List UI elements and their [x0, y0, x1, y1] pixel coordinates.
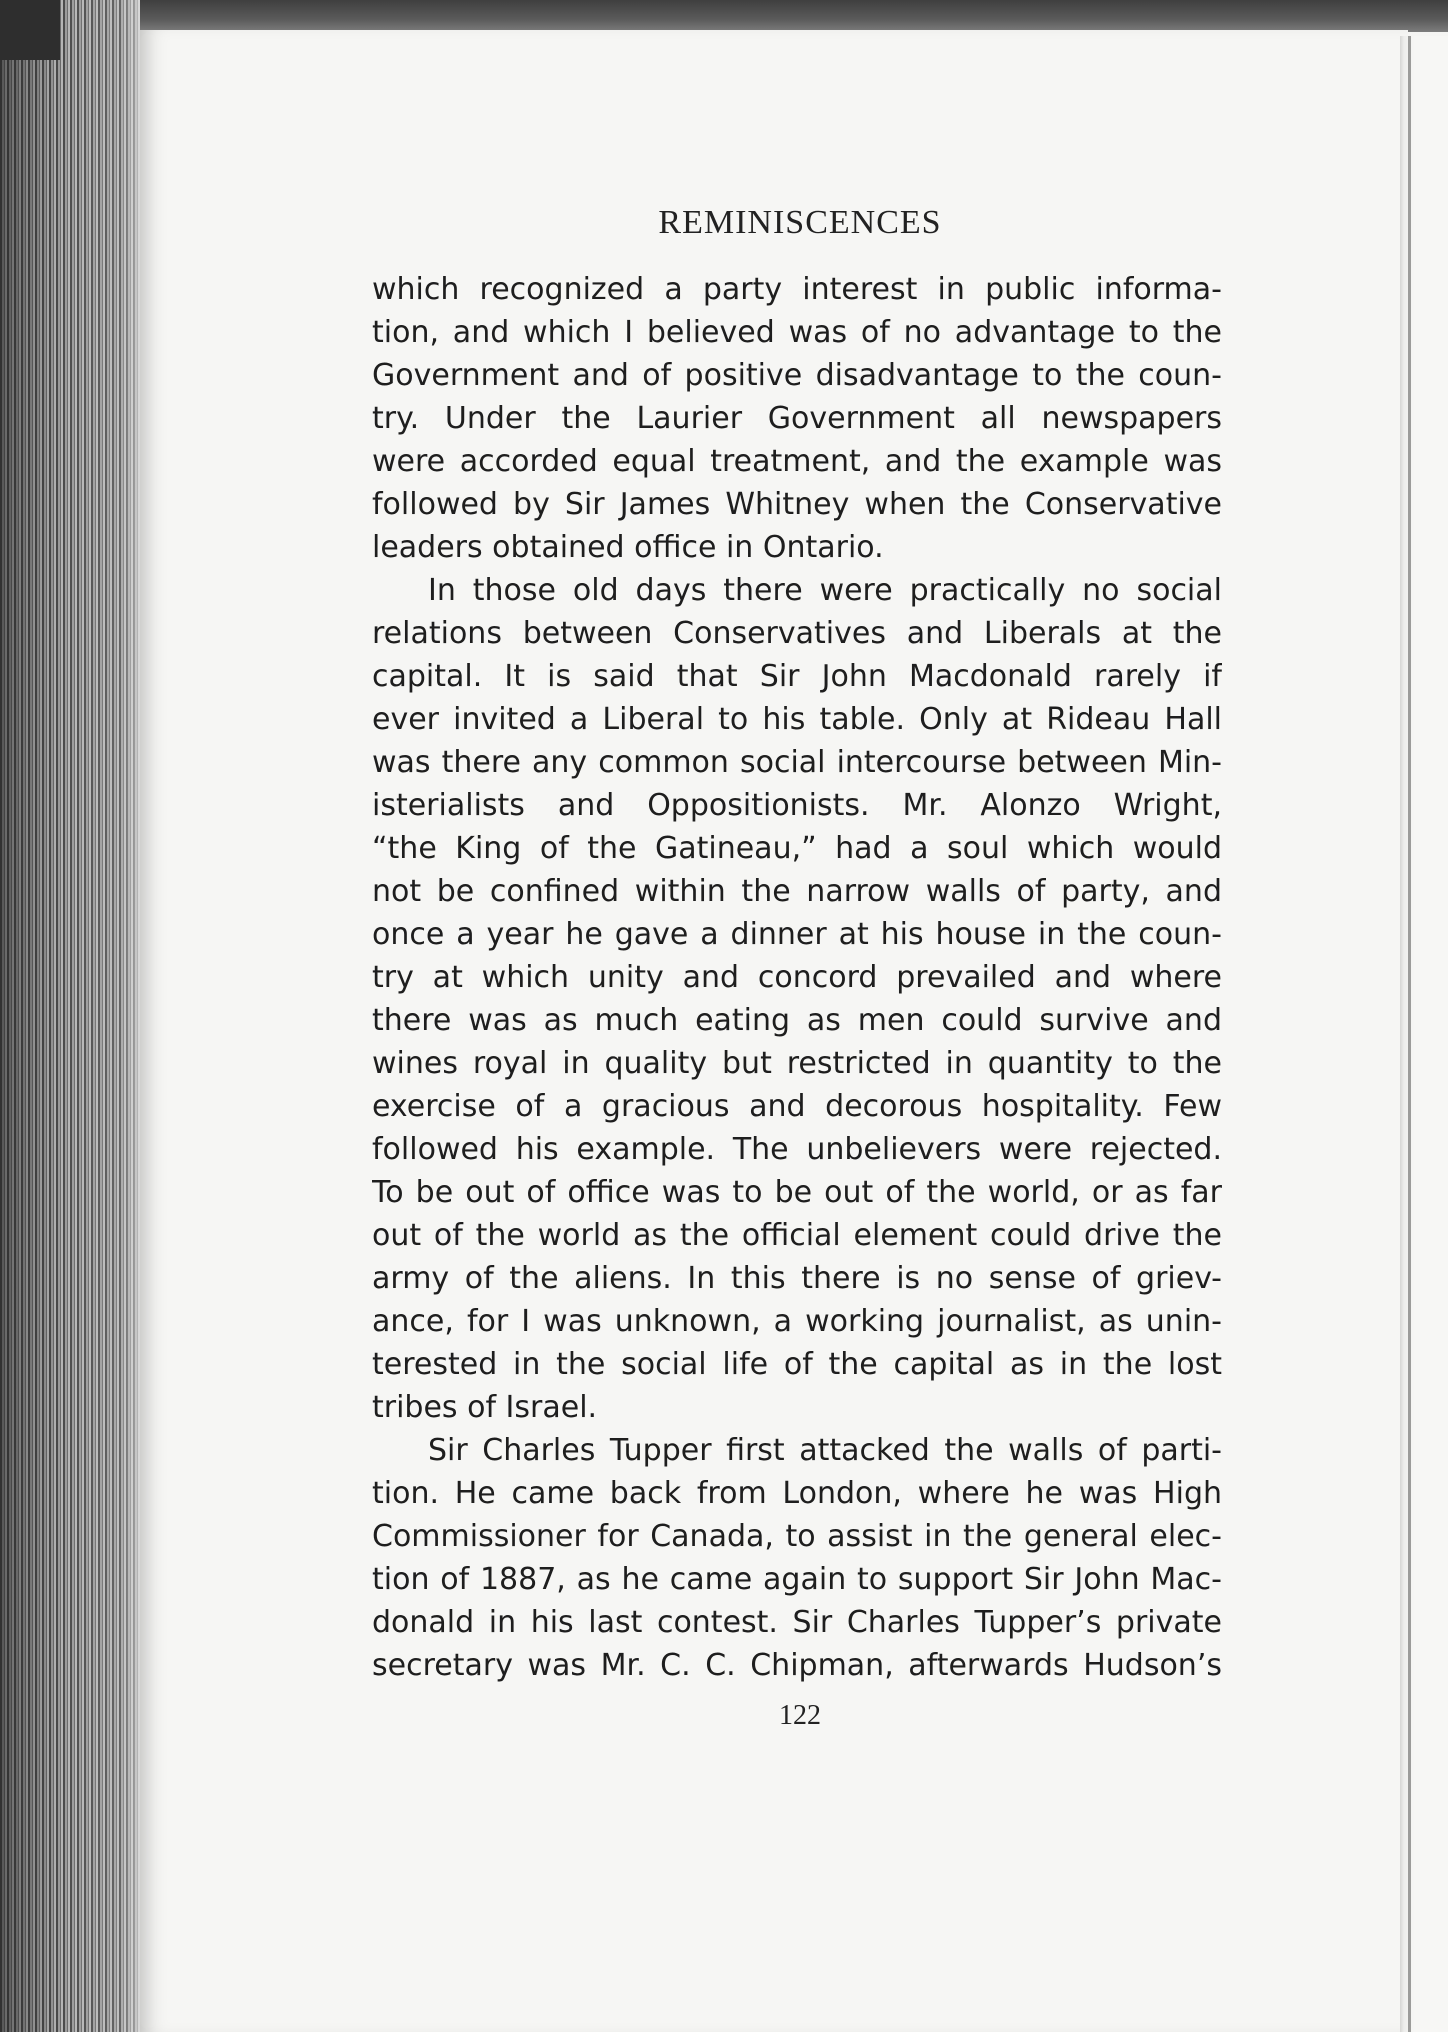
book-page-edges [0, 0, 140, 2032]
text-line: try at which unity and concord prevailed and where [372, 960, 1222, 995]
paragraph [372, 268, 1222, 569]
text-line: were accorded equal treatment, and the example was [372, 444, 1222, 479]
text-line: Commissioner for Canada, to assist in the general elec- [372, 1519, 1222, 1554]
page-number: 122 [779, 1700, 821, 1731]
text-line: Government and of positive disadvantage to the coun- [372, 358, 1222, 393]
text-line: wines royal in quality but restricted in quantity to the [372, 1046, 1222, 1081]
book-corner-shadow [0, 0, 60, 60]
paragraph [372, 569, 1222, 1429]
text-line: followed by Sir James Whitney when the Conservative [372, 487, 1222, 522]
text-line: exercise of a gracious and decorous hospitality. Few [372, 1089, 1222, 1124]
text-line: secretary was Mr. C. C. Chipman, afterwards Hudson’s [372, 1648, 1222, 1683]
body-text [372, 268, 1222, 1687]
text-line: out of the world as the official element could drive the [372, 1218, 1222, 1253]
text-line: which recognized a party interest in public informa- [372, 272, 1222, 307]
text-line: once a year he gave a dinner at his house in the coun- [372, 917, 1222, 952]
text-line: isterialists and Oppositionists. Mr. Alonzo Wright, [372, 788, 1222, 823]
text-line: army of the aliens. In this there is no sense of griev- [372, 1261, 1222, 1296]
text-line: tion of 1887, as he came again to support Sir John Mac- [372, 1562, 1222, 1597]
text-line: tribes of Israel. [372, 1390, 598, 1425]
text-line: followed his example. The unbelievers were rejected. [372, 1132, 1222, 1167]
text-line: was there any common social intercourse between Min- [372, 745, 1222, 780]
text-line: ance, for I was unknown, a working journalist, as unin- [372, 1304, 1222, 1339]
text-line: not be confined within the narrow walls of party, and [372, 874, 1222, 909]
text-line: “the King of the Gatineau,” had a soul which would [372, 831, 1222, 866]
text-line: To be out of office was to be out of the world, or as far [372, 1175, 1222, 1210]
text-line: tion. He came back from London, where he was High [372, 1476, 1222, 1511]
text-line: relations between Conservatives and Liberals at the [372, 616, 1222, 651]
text-line: donald in his last contest. Sir Charles Tupper’s private [372, 1605, 1222, 1640]
text-line: Sir Charles Tupper first attacked the walls of parti- [428, 1433, 1222, 1468]
text-line: terested in the social life of the capital as in the lost [372, 1347, 1222, 1382]
text-line: ever invited a Liberal to his table. Only at Rideau Hall [372, 702, 1222, 737]
running-head: REMINISCENCES [658, 204, 942, 241]
text-line: try. Under the Laurier Government all newspapers [372, 401, 1222, 436]
gutter-line [1408, 36, 1411, 2032]
book-top-edge [0, 0, 1448, 32]
text-line: capital. It is said that Sir John Macdonald rarely if [372, 659, 1222, 694]
paragraph [372, 1429, 1222, 1687]
text-line: there was as much eating as men could survive and [372, 1003, 1222, 1038]
text-line: leaders obtained office in Ontario. [372, 530, 884, 565]
text-line: In those old days there were practically no social [428, 573, 1222, 608]
text-line: tion, and which I believed was of no advantage to the [372, 315, 1222, 350]
